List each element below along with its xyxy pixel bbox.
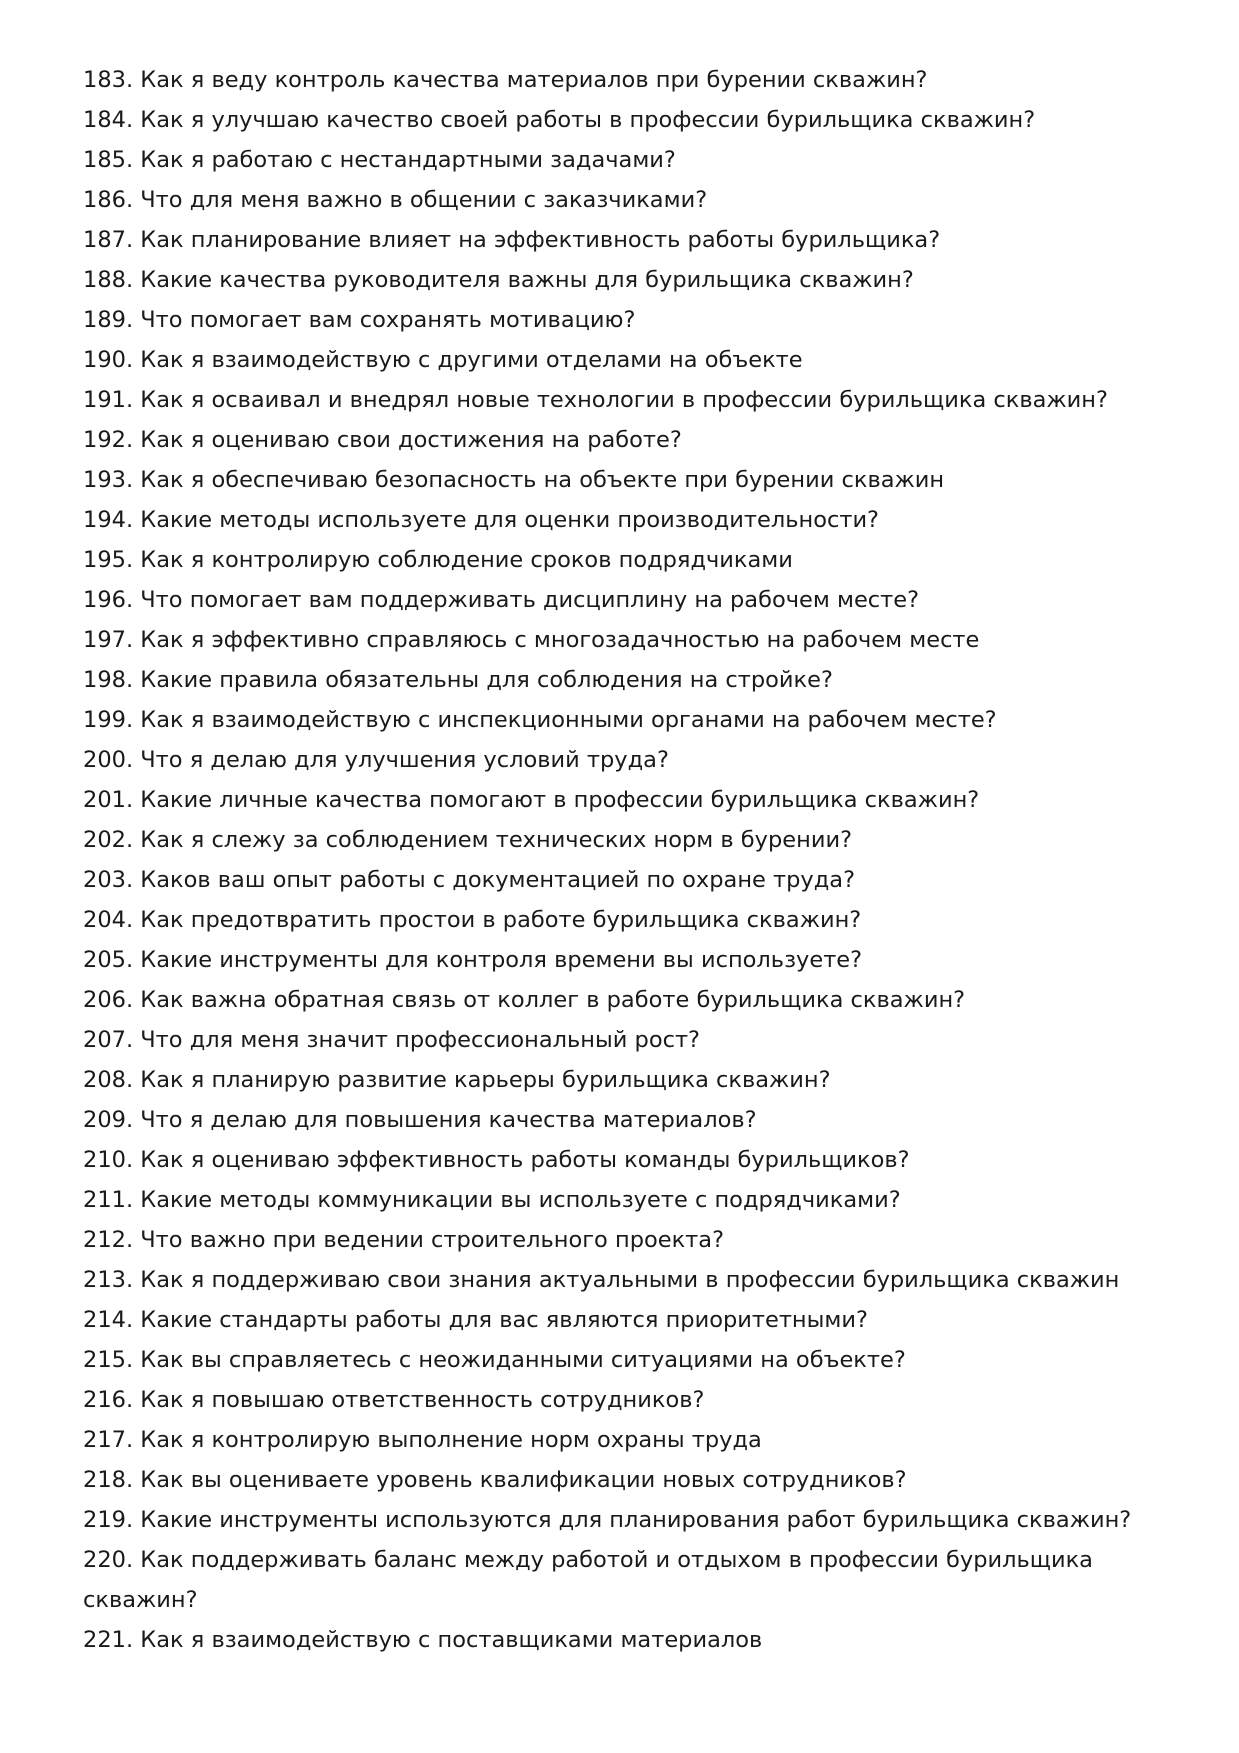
list-item: 218. Как вы оцениваете уровень квалификации новых сотрудников? (83, 1467, 907, 1493)
list-item: 209. Что я делаю для повышения качества материалов? (83, 1107, 757, 1133)
list-item: 185. Как я работаю с нестандартными задачами? (83, 147, 676, 173)
list-item: 219. Какие инструменты используются для планирования работ бурильщика скважин? (83, 1507, 1132, 1533)
list-item: 202. Как я слежу за соблюдением технических норм в бурении? (83, 827, 853, 853)
list-item: 210. Как я оцениваю эффективность работы команды бурильщиков? (83, 1147, 910, 1173)
list-item: 201. Какие личные качества помогают в профессии бурильщика скважин? (83, 787, 980, 813)
list-item: 206. Как важна обратная связь от коллег в работе бурильщика скважин? (83, 987, 966, 1013)
list-item: 199. Как я взаимодействую с инспекционными органами на рабочем месте? (83, 707, 997, 733)
list-item: 198. Какие правила обязательны для соблюдения на стройке? (83, 667, 833, 693)
list-item: 208. Как я планирую развитие карьеры бурильщика скважин? (83, 1067, 831, 1093)
list-item: 213. Как я поддерживаю свои знания актуальными в профессии бурильщика скважин (83, 1267, 1120, 1293)
list-item: 197. Как я эффективно справляюсь с многозадачностью на рабочем месте (83, 627, 980, 653)
list-item: 193. Как я обеспечиваю безопасность на объекте при бурении скважин (83, 467, 945, 493)
list-item: 196. Что помогает вам поддерживать дисциплину на рабочем месте? (83, 587, 920, 613)
list-item: 191. Как я осваивал и внедрял новые технологии в профессии бурильщика скважин? (83, 387, 1108, 413)
list-item: 203. Каков ваш опыт работы с документацией по охране труда? (83, 867, 856, 893)
list-item: 192. Как я оцениваю свои достижения на работе? (83, 427, 682, 453)
list-item: 184. Как я улучшаю качество своей работы в профессии бурильщика скважин? (83, 107, 1036, 133)
list-item: 194. Какие методы используете для оценки производительности? (83, 507, 880, 533)
list-item: 217. Как я контролирую выполнение норм охраны труда (83, 1427, 762, 1453)
list-item: 207. Что для меня значит профессиональный рост? (83, 1027, 701, 1053)
list-item: 221. Как я взаимодействую с поставщиками материалов (83, 1627, 763, 1653)
list-item: 200. Что я делаю для улучшения условий труда? (83, 747, 669, 773)
list-item: 220. Как поддерживать баланс между работой и отдыхом в профессии бурильщика скважин? (83, 1547, 1093, 1613)
list-item: 190. Как я взаимодействую с другими отделами на объекте (83, 347, 803, 373)
list-item: 195. Как я контролирую соблюдение сроков подрядчиками (83, 547, 793, 573)
list-item: 214. Какие стандарты работы для вас являются приоритетными? (83, 1307, 868, 1333)
list-item: 186. Что для меня важно в общении с заказчиками? (83, 187, 708, 213)
list-item: 204. Как предотвратить простои в работе бурильщика скважин? (83, 907, 862, 933)
list-item: 212. Что важно при ведении строительного проекта? (83, 1227, 725, 1253)
list-item: 205. Какие инструменты для контроля времени вы используете? (83, 947, 863, 973)
list-item: 211. Какие методы коммуникации вы используете с подрядчиками? (83, 1187, 901, 1213)
list-item: 216. Как я повышаю ответственность сотрудников? (83, 1387, 705, 1413)
list-item: 188. Какие качества руководителя важны для бурильщика скважин? (83, 267, 914, 293)
list-item: 183. Как я веду контроль качества материалов при бурении скважин? (83, 67, 928, 93)
list-item: 187. Как планирование влияет на эффективность работы бурильщика? (83, 227, 941, 253)
question-list (83, 60, 1173, 1660)
list-item: 189. Что помогает вам сохранять мотивацию? (83, 307, 636, 333)
list-item: 215. Как вы справляетесь с неожиданными ситуациями на объекте? (83, 1347, 906, 1373)
